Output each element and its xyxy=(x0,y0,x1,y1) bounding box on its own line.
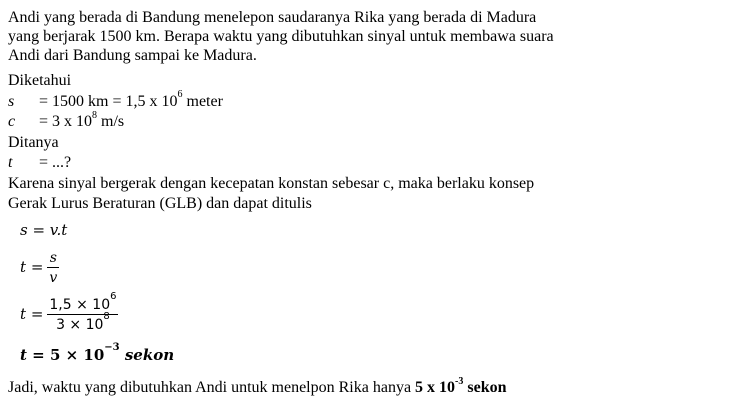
diketahui-section xyxy=(8,71,732,215)
conclusion-line xyxy=(8,375,507,397)
c-unit: m/s xyxy=(97,113,125,130)
eq3-denominator xyxy=(47,311,118,333)
eq3-denominator-base: 3 × 10 xyxy=(56,317,104,333)
conclusion-result-exp: -3 xyxy=(455,375,464,387)
eq3-numerator-exp: 6 xyxy=(110,291,117,303)
c-exponent: 8 xyxy=(92,109,98,121)
eq2-denominator: v xyxy=(47,267,59,286)
var-s: s xyxy=(8,92,15,110)
question-line-2: yang berjarak 1500 km. Berapa waktu yang dibutuhkan sinyal untuk membawa suara xyxy=(8,28,554,45)
asked-time xyxy=(8,153,732,174)
diketahui-heading: Diketahui xyxy=(8,72,72,89)
t-value: = ...? xyxy=(39,154,72,171)
question-line-3: Andi dari Bandung sampai ke Madura. xyxy=(8,47,257,64)
equation-substitution xyxy=(20,291,118,333)
equation-t-over-v xyxy=(20,250,59,286)
eq4-t: t xyxy=(20,346,27,364)
ditanya-heading: Ditanya xyxy=(8,133,59,151)
given-distance xyxy=(8,89,732,113)
fraction-s-over-v xyxy=(47,250,59,286)
question-paragraph xyxy=(8,8,732,65)
explanation-line-1: Karena sinyal bergerak dengan kecepatan konstan sebesar c, maka berlaku konsep xyxy=(8,174,535,192)
eq3-numerator-base: 1,5 × 10 xyxy=(49,297,111,313)
eq3-denominator-exp: 8 xyxy=(103,311,110,323)
eq4-value: = 5 × 10 xyxy=(26,346,105,364)
s-value: = 1500 km = 1,5 x 10 xyxy=(39,92,178,110)
conclusion-result xyxy=(415,375,507,396)
explanation-line-2: Gerak Lurus Beraturan (GLB) dan dapat ditulis xyxy=(8,195,312,212)
eq1-rest: = v.t xyxy=(27,221,68,239)
s-exponent: 6 xyxy=(177,89,183,101)
var-c: c xyxy=(8,113,16,130)
conclusion-result-unit: sekon xyxy=(463,379,507,396)
conclusion-text: Jadi, waktu yang dibutuhkan Andi untuk menelpon Rika hanya xyxy=(8,379,416,396)
eq1-s: s xyxy=(20,221,28,239)
eq2-equals: = xyxy=(30,258,44,276)
given-speed xyxy=(8,109,732,133)
eq3-t: t xyxy=(20,305,27,323)
equation-result xyxy=(20,342,175,364)
c-value: = 3 x 10 xyxy=(39,113,93,130)
eq2-numerator: s xyxy=(49,250,57,266)
question-line-1: Andi yang berada di Bandung menelepon saudaranya Rika yang berada di Madura xyxy=(8,9,537,26)
equation-glb xyxy=(20,221,67,239)
var-t: t xyxy=(8,154,13,171)
eq3-equals: = xyxy=(30,305,44,323)
eq4-exponent: −3 xyxy=(104,342,120,353)
conclusion-result-base: 5 x 10 xyxy=(415,379,456,396)
s-unit: meter xyxy=(182,92,223,110)
eq4-unit: sekon xyxy=(119,346,175,364)
eq2-t: t xyxy=(20,258,27,276)
fraction-values xyxy=(47,291,118,333)
